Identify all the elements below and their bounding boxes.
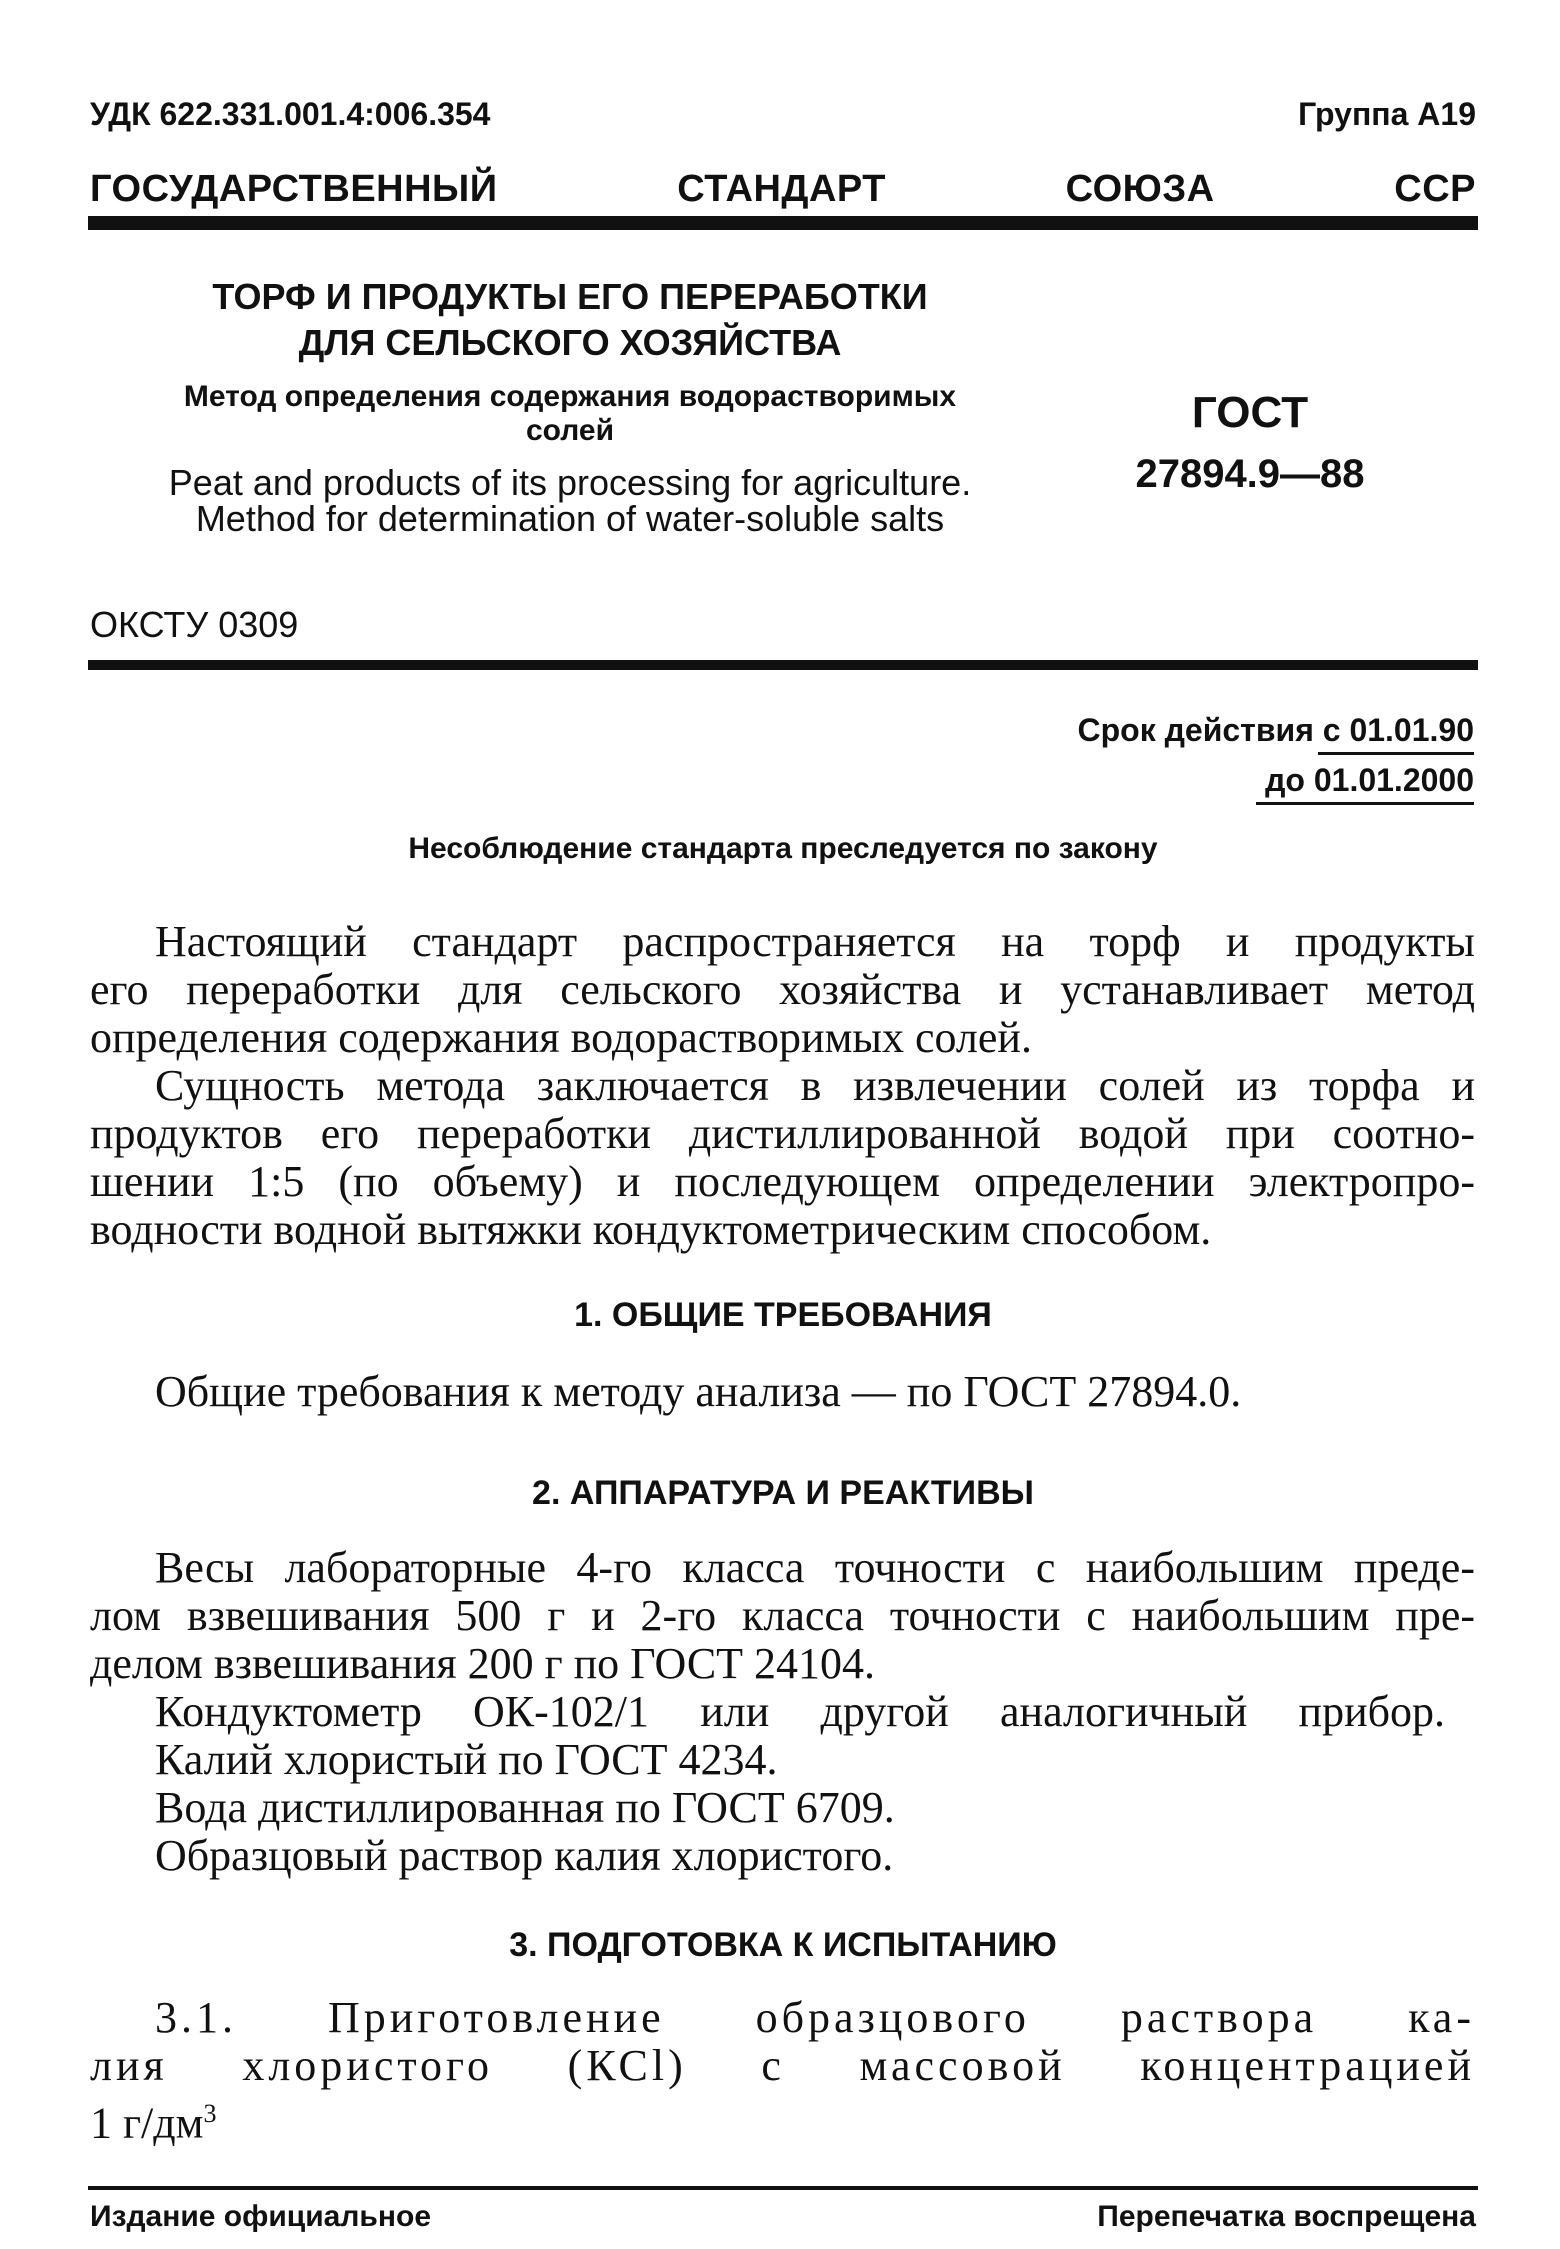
section-2-p1-line-2: лом взвешивания 500 г и 2-го класса точности с наибольшим пре- <box>90 1591 1475 1640</box>
section-3-superscript: 3 <box>203 2099 217 2128</box>
section-1-text: Общие требования к методу анализа — по ГОСТ 27894.0. <box>155 1367 1242 1416</box>
oksty-code: ОКСТУ 0309 <box>90 604 299 645</box>
english-title-line-2: Method for determination of water-soluble salts <box>195 498 945 539</box>
section-2-heading: 2. АППАРАТУРА И РЕАКТИВЫ <box>532 1474 1034 1512</box>
legal-notice: Несоблюдение стандарта преследуется по закону <box>408 832 1158 865</box>
section-2-item-3: Вода дистиллированная по ГОСТ 6709. <box>155 1783 895 1832</box>
subtitle-line-1: Метод определения содержания водорастворимых <box>183 380 957 413</box>
intro-p1-line-1: Настоящий стандарт распространяется на торф и продукты <box>155 917 1475 966</box>
footer-rule <box>88 2186 1478 2190</box>
top-thick-rule <box>88 216 1478 230</box>
organization-title: ГОСУДАРСТВЕННЫЙ СТАНДАРТ СОЮЗА ССР <box>90 168 1476 210</box>
mid-thick-rule <box>88 660 1478 670</box>
section-2-p1-line-1: Весы лабораторные 4-го класса точности с наибольшим преде- <box>155 1543 1475 1592</box>
intro-p1-line-3: определения содержания водорастворимых солей. <box>90 1013 1032 1062</box>
validity-from: Срок действия с 01.01.90 <box>1077 712 1474 748</box>
validity-to: до 01.01.2000 <box>1265 762 1474 798</box>
section-3-concentration: 1 г/дм <box>90 2098 204 2148</box>
section-1-heading: 1. ОБЩИЕ ТРЕБОВАНИЯ <box>574 1296 992 1334</box>
validity-underline-1 <box>1318 752 1474 755</box>
english-title-line-1: Peat and products of its processing for agriculture. <box>168 462 972 503</box>
validity-underline-2 <box>1256 802 1474 805</box>
section-3-p-line-2: лия хлористого (КСl) с массовой концентрацией <box>90 2041 1475 2090</box>
section-3-p-line-3 <box>90 2090 217 2148</box>
intro-p2-line-1: Сущность метода заключается в извлечении солей из торфа и <box>155 1061 1475 1110</box>
title-line-1: ТОРФ И ПРОДУКТЫ ЕГО ПЕРЕРАБОТКИ <box>212 276 928 317</box>
section-2-item-2: Калий хлористый по ГОСТ 4234. <box>155 1735 778 1784</box>
gost-label: ГОСТ <box>1191 388 1309 437</box>
section-2-p1-line-3: делом взвешивания 200 г по ГОСТ 24104. <box>90 1639 876 1688</box>
section-2-item-1: Кондуктометр ОК-102/1 или другой аналогичный прибор. <box>155 1687 1445 1736</box>
group-code: Группа А19 <box>1298 96 1476 132</box>
subtitle-line-2: солей <box>525 414 615 447</box>
intro-p2-line-4: водности водной вытяжки кондуктометрическим способом. <box>90 1205 1212 1254</box>
intro-p2-line-3: шении 1:5 (по объему) и последующем определении электропро- <box>90 1157 1475 1206</box>
udk-code: УДК 622.331.001.4:006.354 <box>90 96 491 132</box>
intro-p1-line-2: его переработки для сельского хозяйства и устанавливает метод <box>90 965 1475 1014</box>
intro-p2-line-2: продуктов его переработки дистиллированной водой при соотно- <box>90 1109 1475 1158</box>
section-3-p-line-1: 3.1. Приготовление образцового раствора ка- <box>155 1993 1475 2042</box>
footer-right: Перепечатка воспрещена <box>1097 2200 1476 2233</box>
footer-left: Издание официальное <box>90 2200 432 2233</box>
section-3-heading: 3. ПОДГОТОВКА К ИСПЫТАНИЮ <box>509 1926 1057 1964</box>
title-line-2: ДЛЯ СЕЛЬСКОГО ХОЗЯЙСТВА <box>298 322 842 363</box>
section-2-item-4: Образцовый раствор калия хлористого. <box>155 1831 894 1880</box>
gost-number: 27894.9—88 <box>1135 452 1365 496</box>
